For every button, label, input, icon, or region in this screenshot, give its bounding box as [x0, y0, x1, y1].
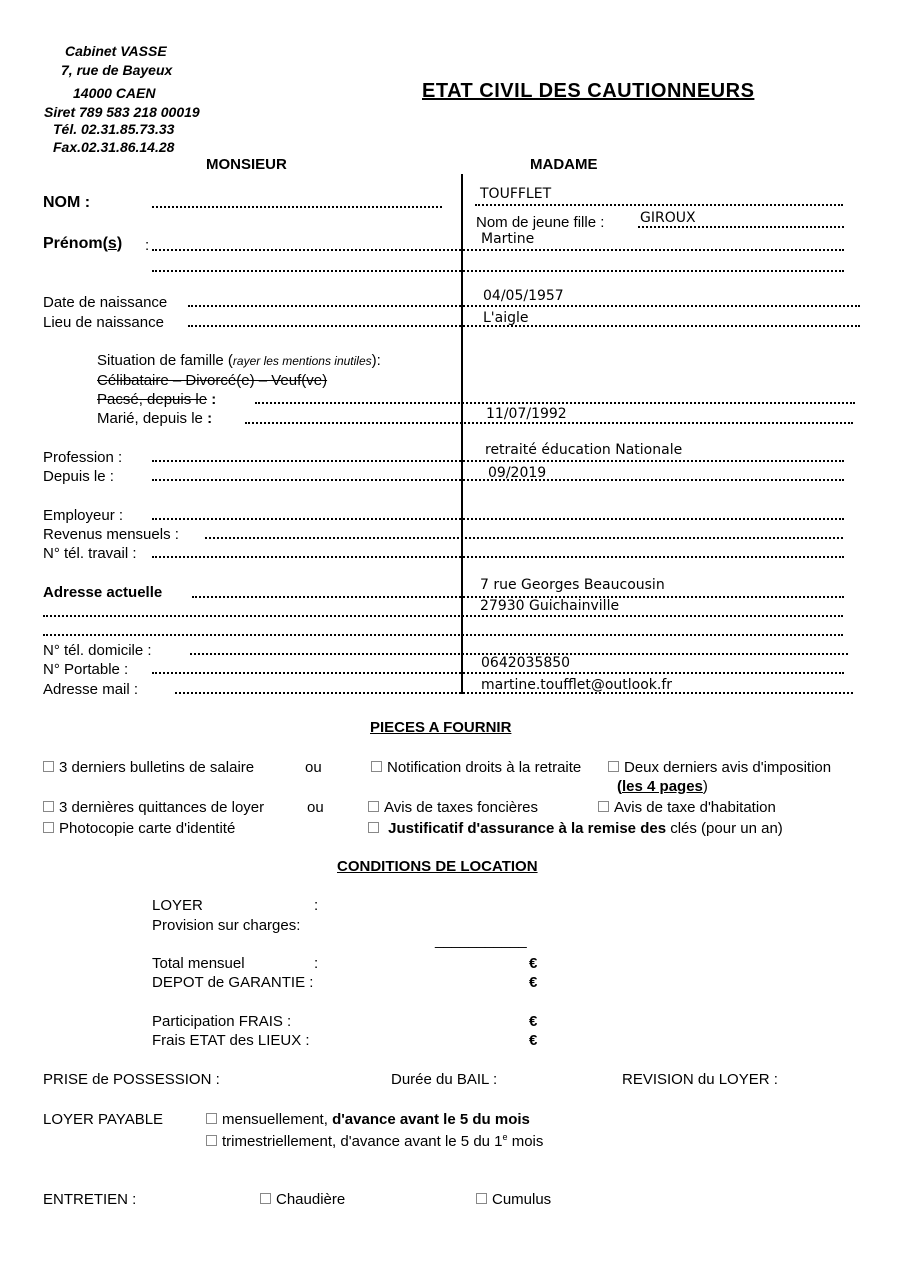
company-city: 14000 CAEN: [73, 85, 156, 101]
field-line-tel-travail[interactable]: [152, 556, 844, 558]
madame-date-naissance[interactable]: 04/05/1957: [483, 288, 564, 304]
label-provision: Provision sur charges:: [152, 917, 301, 934]
checkbox-trimestriellement[interactable]: trimestriellement, d'avance avant le 5 du 1e mois: [206, 1133, 543, 1149]
checkbox-icon: [368, 822, 379, 833]
label-profession: Profession :: [43, 449, 123, 466]
checkbox-icon: [206, 1113, 217, 1124]
company-name: Cabinet VASSE: [65, 43, 167, 59]
madame-marie[interactable]: 11/07/1992: [486, 406, 567, 422]
label-prenom: Prénom(s): [43, 235, 123, 252]
checkbox-bulletins[interactable]: 3 derniers bulletins de salaire: [43, 760, 254, 775]
field-line-pacse[interactable]: [255, 402, 855, 404]
checkbox-icon: [206, 1135, 217, 1146]
company-street: 7, rue de Bayeux: [61, 62, 173, 78]
field-line-marie[interactable]: [245, 422, 853, 424]
label-loyer-payable: LOYER PAYABLE: [43, 1111, 164, 1128]
madame-adresse-2[interactable]: 27930 Guichainville: [480, 598, 620, 614]
label-loyer: LOYER: [152, 897, 203, 914]
label-tel-travail: N° tél. travail :: [43, 545, 137, 562]
checkbox-icon: [368, 801, 379, 812]
label-adresse: Adresse actuelle: [43, 584, 163, 601]
label-prise-possession: PRISE de POSSESSION :: [43, 1071, 220, 1088]
madame-depuis[interactable]: 09/2019: [488, 465, 547, 481]
madame-nom[interactable]: TOUFFLET: [480, 186, 552, 202]
madame-adresse-1[interactable]: 7 rue Georges Beaucousin: [480, 577, 665, 593]
section-title-conditions: CONDITIONS DE LOCATION: [337, 858, 538, 875]
company-tel: Tél. 02.31.85.73.33: [53, 121, 175, 137]
label-depot: DEPOT de GARANTIE :: [152, 974, 314, 991]
checkbox-icon: [260, 1193, 271, 1204]
field-line-adresse-2[interactable]: [43, 615, 843, 617]
label-pacse: Pacsé, depuis le :: [97, 391, 217, 408]
colon: :: [314, 955, 319, 972]
madame-profession[interactable]: retraité éducation Nationale: [485, 442, 683, 458]
colon: :: [314, 897, 319, 914]
label-date-naissance: Date de naissance: [43, 294, 168, 311]
label-nom: NOM :: [43, 194, 91, 211]
euro-participation: €: [529, 1013, 538, 1030]
label-revision-loyer: REVISION du LOYER :: [622, 1071, 778, 1088]
label-entretien: ENTRETIEN :: [43, 1191, 137, 1208]
field-line-employeur[interactable]: [152, 518, 844, 520]
checkbox-taxe-habitation[interactable]: Avis de taxe d'habitation: [598, 800, 776, 815]
madame-lieu-naissance[interactable]: L'aigle: [483, 310, 529, 326]
checkbox-assurance[interactable]: Justificatif d'assurance à la remise des clés (pour un an): [368, 821, 783, 836]
colon: :: [145, 237, 150, 254]
field-line-adresse-3[interactable]: [43, 634, 843, 636]
checkbox-icon: [476, 1193, 487, 1204]
label-total: Total mensuel: [152, 955, 245, 972]
checkbox-avis-imposition[interactable]: Deux derniers avis d'imposition: [608, 760, 831, 775]
checkbox-icon: [598, 801, 609, 812]
label-marie: Marié, depuis le :: [97, 410, 213, 427]
checkbox-cumulus[interactable]: Cumulus: [476, 1192, 551, 1207]
field-line-nom-madame: [475, 204, 843, 206]
checkbox-icon: [43, 761, 54, 772]
checkbox-photocopie[interactable]: Photocopie carte d'identité: [43, 821, 235, 836]
label-participation: Participation FRAIS :: [152, 1013, 292, 1030]
euro-frais-etat: €: [529, 1032, 538, 1049]
label-tel-domicile: N° tél. domicile :: [43, 642, 152, 659]
madame-prenom[interactable]: Martine: [481, 231, 535, 247]
field-line-profession[interactable]: [152, 460, 844, 462]
text-ou-2: ou: [307, 799, 324, 816]
checkbox-chaudiere[interactable]: Chaudière: [260, 1192, 345, 1207]
euro-depot: €: [529, 974, 538, 991]
checkbox-icon: [608, 761, 619, 772]
euro-total: €: [529, 955, 538, 972]
company-siret: Siret 789 583 218 00019: [44, 104, 200, 120]
checkbox-notification[interactable]: Notification droits à la retraite: [371, 760, 581, 775]
column-header-monsieur: MONSIEUR: [206, 156, 287, 173]
page-title: ETAT CIVIL DES CAUTIONNEURS: [422, 80, 755, 102]
option-celibataire[interactable]: Célibataire – Divorcé(e) – Veuf(ve): [97, 372, 328, 389]
label-duree-bail: Durée du BAIL :: [391, 1071, 498, 1088]
label-depuis: Depuis le :: [43, 468, 114, 485]
field-line-prenom-2[interactable]: [152, 270, 844, 272]
field-line-revenus[interactable]: [205, 537, 843, 539]
checkbox-mensuellement[interactable]: mensuellement, d'avance avant le 5 du mois: [206, 1112, 530, 1127]
checkbox-icon: [371, 761, 382, 772]
label-nom-jeune-fille: Nom de jeune fille :: [476, 214, 605, 231]
column-header-madame: MADAME: [530, 156, 598, 173]
field-line-nom-monsieur[interactable]: [152, 206, 442, 208]
checkbox-taxes-foncieres[interactable]: Avis de taxes foncières: [368, 800, 538, 815]
checkbox-icon: [43, 822, 54, 833]
label-frais-etat: Frais ETAT des LIEUX :: [152, 1032, 310, 1049]
label-employeur: Employeur :: [43, 507, 124, 524]
field-line-prenom[interactable]: [152, 249, 844, 251]
checkbox-quittances[interactable]: 3 dernières quittances de loyer: [43, 800, 264, 815]
label-situation: Situation de famille (rayer les mentions inutiles):: [97, 352, 381, 369]
label-lieu-naissance: Lieu de naissance: [43, 314, 164, 331]
field-line-date-naissance[interactable]: [188, 305, 860, 307]
section-title-pieces: PIECES A FOURNIR: [370, 719, 512, 736]
madame-mail[interactable]: martine.toufflet@outlook.fr: [481, 677, 673, 693]
checkbox-icon: [43, 801, 54, 812]
text-les-4-pages: (les 4 pages): [617, 778, 708, 795]
label-mail: Adresse mail :: [43, 681, 139, 698]
field-line-nom-jeune-fille: [638, 226, 844, 228]
label-portable: N° Portable :: [43, 661, 129, 678]
text-ou-1: ou: [305, 759, 322, 776]
company-fax: Fax.02.31.86.14.28: [53, 139, 175, 155]
separator-line: ___________: [435, 932, 527, 949]
madame-nom-jeune-fille[interactable]: GIROUX: [640, 210, 696, 226]
madame-portable[interactable]: 0642035850: [481, 655, 571, 671]
field-line-portable[interactable]: [152, 672, 844, 674]
label-revenus: Revenus mensuels :: [43, 526, 179, 543]
